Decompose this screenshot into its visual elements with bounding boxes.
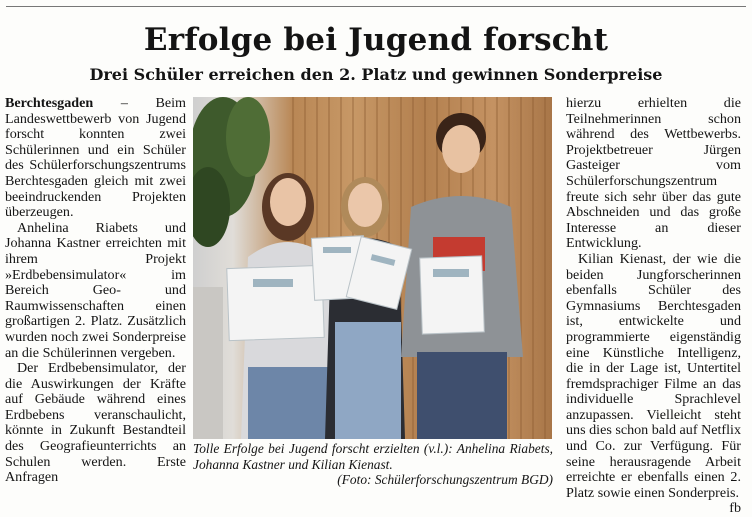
author-initials: fb — [729, 500, 741, 517]
paragraph-simulator: Der Erdbebensimulator, der die Auswirkungen der Kräfte auf Gebäude während eines Erdbebens veranschaulicht, könnte in Zukunft Bestandteil des Geografieunterrichts an Schulen werden. Erste Anfragen — [5, 360, 186, 486]
paragraph-intro — [5, 96, 186, 221]
photo-caption — [193, 441, 553, 488]
ai-project-text: Kilian Kienast, der wie die beiden Jungforscherinnen ebenfalls Schüler des Gymnasiums Berchtesgaden ist, entwickelte und programmierte eigenständig eine Künstliche Intelligenz, die in der Lage ist, Untertitel fremdsprachiger Filme an das individuelle Sprachlevel anzupassen. Vielleicht steht uns dies schon bald auf Netflix und Co. zur Verfügung. Für seine herausragende Arbeit erreichte er ebenfalls einen 2. Platz sowie einen Sonderpreis. — [566, 250, 741, 501]
paragraph-project-earthquake: Anhelina Riabets und Johanna Kastner erreichten mit ihrem Projekt »Erdbebensimulator« im Bereich Geo- und Raumwissenschaften einen großartigen 2. Platz. Zusätzlich wurden noch zwei Sonderpreise an die Schülerinnen vergeben. — [5, 219, 186, 361]
caption-text: Tolle Erfolge bei Jugend forscht erzielten (v.l.): Anhelina Riabets, Johanna Kastner und Kilian Kienast. — [193, 441, 553, 472]
dateline: Berchtesgaden — [5, 95, 94, 111]
top-rule — [6, 6, 746, 7]
photo-illustration — [193, 97, 552, 439]
article-subheadline: Drei Schüler erreichen den 2. Platz und gewinnen Sonderpreise — [89, 65, 663, 84]
article-photo — [193, 97, 552, 439]
intro-text: – Beim Landeswettbewerb von Jugend forscht konnten zwei Schülerinnen und ein Schüler des Schülerforschungszentrums Berchtesgaden gleich mit zwei beeindruckenden Projekten überzeugen. — [5, 95, 186, 221]
paragraph-continuation: hierzu erhielten die Teilnehmerinnen schon während des Wettbewerbs. Projektbetreuer Jürgen Gasteiger vom Schülerforschungszentrum freute sich sehr über das gute Abschneiden und das große Interesse an dieser Entwicklung. — [566, 95, 741, 252]
article-column-right — [566, 96, 741, 517]
photo-credit: (Foto: Schülerforschungszentrum BGD) — [337, 472, 553, 488]
paragraph-ai-project — [566, 250, 741, 517]
article-headline: Erfolge bei Jugend forscht — [143, 22, 609, 58]
article-column-left — [5, 96, 186, 486]
